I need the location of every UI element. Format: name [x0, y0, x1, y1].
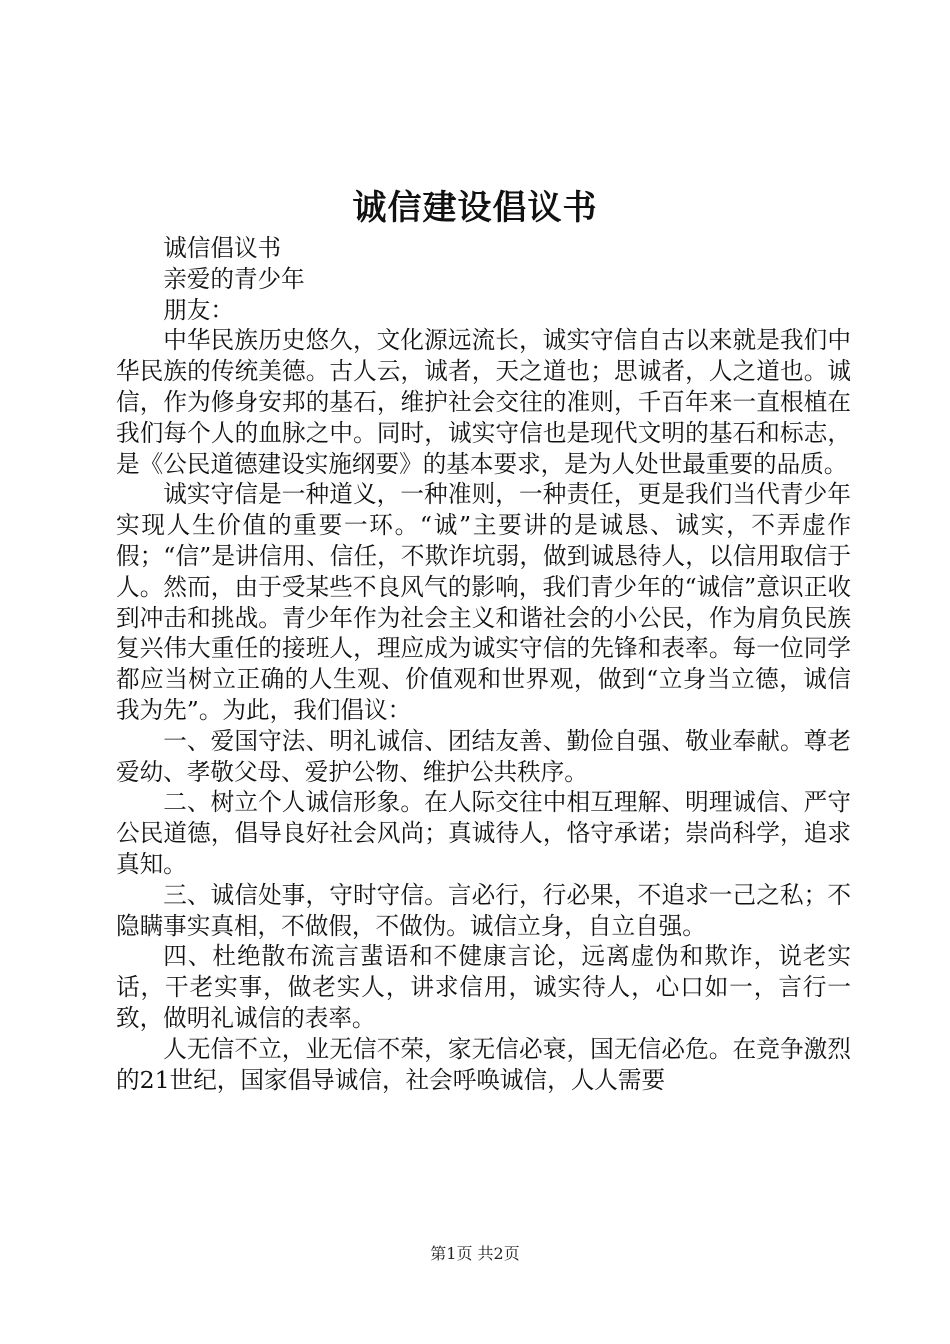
paragraph: 诚实守信是一种道义，一种准则，一种责任，更是我们当代青少年实现人生价值的重要一环。“诚”主要讲的是诚恳、诚实，不弄虚作假；“信”是讲信用、信任，不欺诈坑弱，做到诚恳待人，以信用取信于人。然而，由于受某些不良风气的影响，我们青少年的“诚信”意识正收到冲击和挑战。青少年作为社会主义和谐社会的小公民，作为肩负民族复兴伟大重任的接班人，理应成为诚实守信的先锋和表率。每一位同学都应当树立正确的人生观、价值观和世界观，做到“立身当立德，诚信我为先”。为此，我们倡议： [116, 480, 851, 724]
paragraph: 一、爱国守法、明礼诚信、团结友善、勤俭自强、敬业奉献。尊老爱幼、孝敬父母、爱护公物、维护公共秩序。 [116, 726, 851, 786]
paragraph: 中华民族历史悠久，文化源远流长，诚实守信自古以来就是我们中华民族的传统美德。古人云，诚者，天之道也；思诚者，人之道也。诚信，作为修身安邦的基石，维护社会交往的准则，千百年来一直根植在我们每个人的血脉之中。同时，诚实守信也是现代文明的基石和标志，是《公民道德建设实施纲要》的基本要求，是为人处世最重要的品质。 [116, 326, 851, 478]
document-title: 诚信建设倡议书 [352, 188, 598, 228]
paragraph: 二、树立个人诚信形象。在人际交往中相互理解、明理诚信、严守公民道德，倡导良好社会风尚；真诚待人，恪守承诺；崇尚科学，追求真知。 [116, 788, 851, 878]
paragraph-salutation-line2: 朋友： [163, 295, 234, 324]
document-body [116, 233, 851, 1095]
paragraph-heading: 诚信倡议书 [163, 234, 282, 262]
paragraph: 人无信不立，业无信不荣，家无信必衰，国无信必危。在竞争激烈的21世纪，国家倡导诚信，社会呼唤诚信，人人需要 [116, 1034, 851, 1094]
paragraph: 三、诚信处事，守时守信。言必行，行必果，不追求一己之私；不隐瞒事实真相，不做假，不做伪。诚信立身，自立自强。 [116, 880, 851, 940]
paragraph-salutation-line1: 亲爱的青少年 [163, 264, 305, 293]
page-number-footer: 第1页 共2页 [430, 1244, 520, 1263]
paragraph: 四、杜绝散布流言蜚语和不健康言论，远离虚伪和欺诈，说老实话，干老实事，做老实人，讲求信用，诚实待人，心口如一，言行一致，做明礼诚信的表率。 [116, 942, 851, 1032]
